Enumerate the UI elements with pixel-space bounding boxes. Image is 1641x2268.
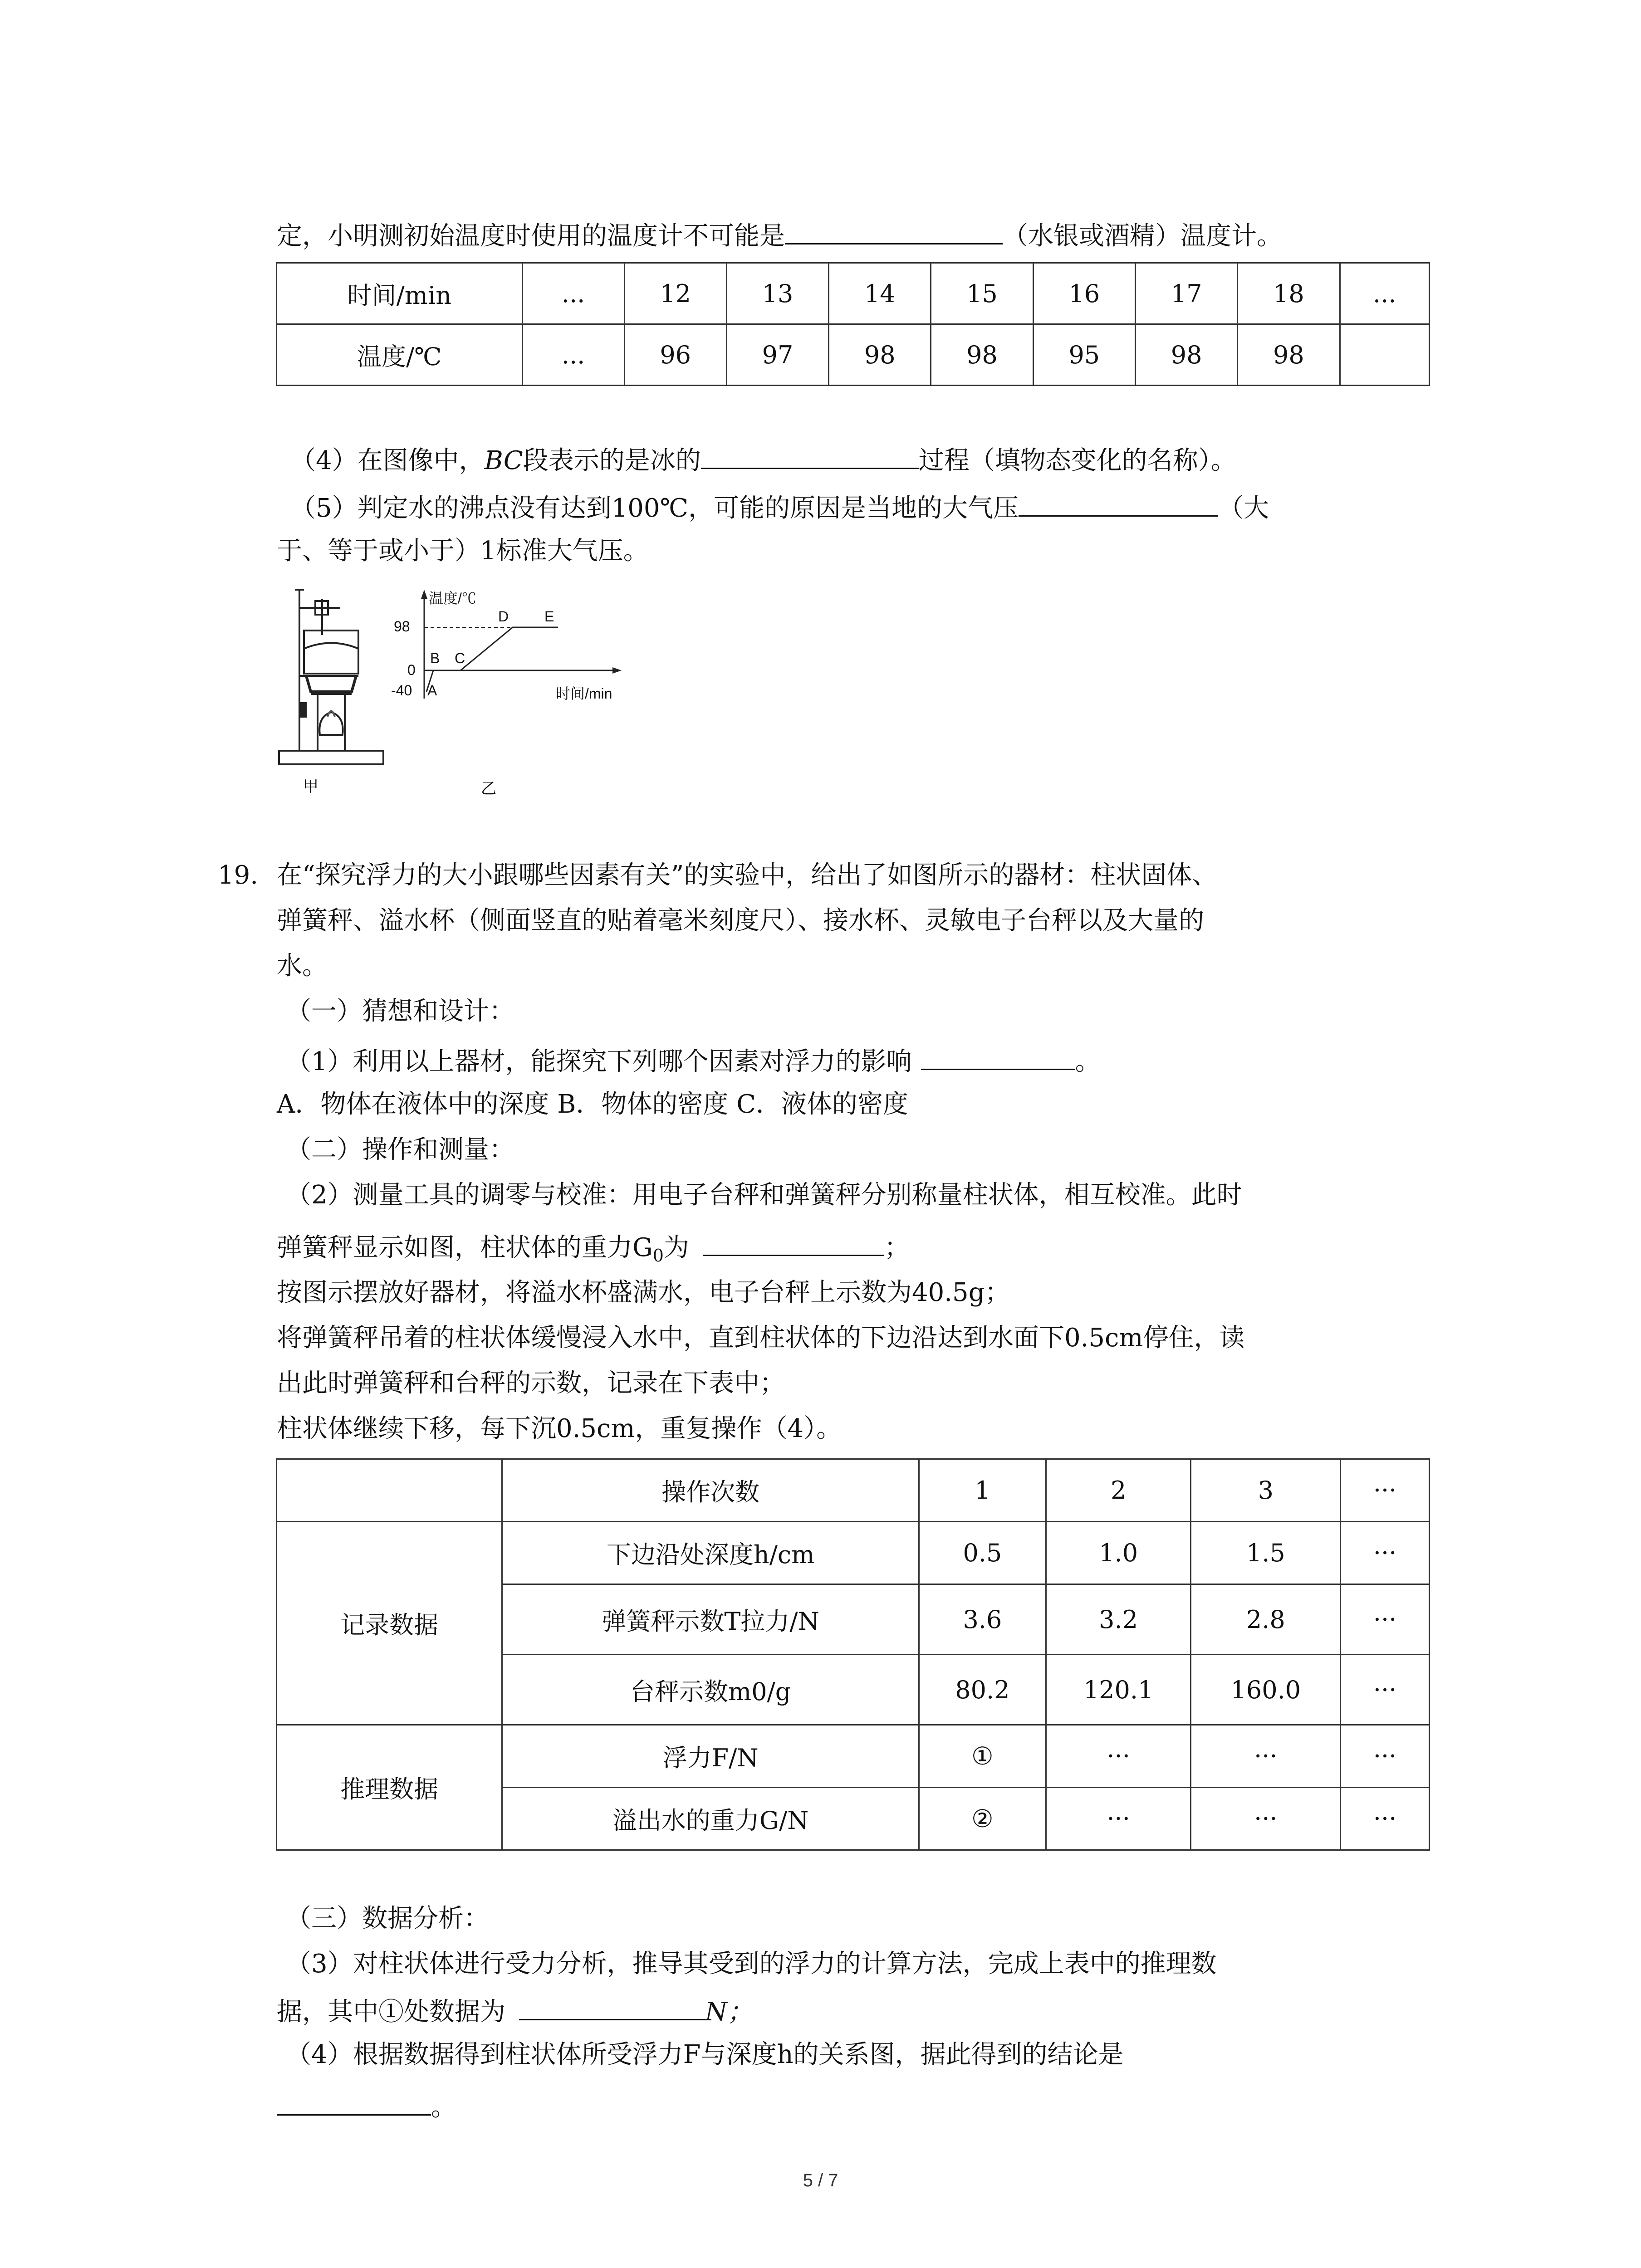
q5-text: （5）判定水的沸点没有达到100℃，可能的原因是当地的大气压: [290, 494, 1019, 523]
intro-text: 定，小明测初始温度时使用的温度计不可能是: [277, 221, 785, 251]
cell: 98: [829, 324, 931, 386]
question-5-line2: 于、等于或小于）1标准大气压。: [277, 536, 649, 566]
cell: 3.6: [919, 1584, 1046, 1655]
cell: 3.2: [1046, 1584, 1191, 1655]
tick-98: 98: [394, 618, 410, 635]
cell: ···: [1341, 1584, 1430, 1655]
cell: 0.5: [919, 1522, 1046, 1584]
q19-step5: 柱状体继续下移，每下沉0.5cm，重复操作（4）。: [277, 1414, 842, 1443]
cell: 15: [931, 263, 1033, 324]
answer-blank[interactable]: [703, 1229, 884, 1256]
q19-line2: 弹簧秤、溢水杯（侧面竖直的贴着毫米刻度尺）、接水杯、灵敏电子台秤以及大量的: [277, 906, 1204, 935]
section-3-heading: （三）数据分析：: [286, 1904, 489, 1933]
point-e: E: [544, 608, 554, 625]
cell: 14: [829, 263, 931, 324]
cell: 1.5: [1191, 1522, 1341, 1584]
analysis-unit: N；: [705, 1997, 753, 2027]
answer-blank[interactable]: [519, 1994, 705, 2020]
q19-part1-end: 。: [1075, 1047, 1101, 1076]
answer-blank[interactable]: [1019, 490, 1218, 517]
answer-blank[interactable]: [277, 2089, 431, 2116]
q19-options: A．物体在液体中的深度 B．物体的密度 C．液体的密度: [277, 1090, 909, 1119]
data-table: [276, 1458, 1430, 1851]
q19-step4-line2: 出此时弹簧秤和台秤的示数，记录在下表中；: [277, 1369, 785, 1398]
apparatus-drawing: [279, 590, 383, 764]
cell: 97: [726, 324, 828, 386]
q4-text-mid: 段表示的是冰的: [523, 446, 701, 475]
temperature-table: [276, 262, 1430, 386]
analysis-part4-line2: [277, 2089, 456, 2123]
question-4: [290, 442, 1236, 477]
intro-line: [277, 218, 1282, 252]
cell: 16: [1033, 263, 1135, 324]
page-number: 5 / 7: [803, 2170, 838, 2190]
cell: 98: [1238, 324, 1340, 386]
cell: 80.2: [919, 1655, 1046, 1725]
point-c: C: [455, 650, 465, 666]
analysis-text: 据，其中①处数据为: [277, 1997, 505, 2027]
table-header-row: [277, 1459, 1430, 1522]
cell: 1.0: [1046, 1522, 1191, 1584]
question-19-number: 19.: [218, 860, 259, 890]
x-axis-label: 时间/min: [556, 685, 612, 702]
answer-blank[interactable]: [921, 1043, 1075, 1070]
section-2-heading: （二）操作和测量：: [286, 1135, 514, 1164]
q19-part2-line2: [277, 1229, 910, 1271]
q19-part2-mid: 为: [663, 1233, 689, 1262]
cell: ①: [919, 1725, 1046, 1788]
group-label-record: 记录数据: [277, 1522, 502, 1725]
point-d: D: [498, 608, 509, 625]
analysis-part3-line2: [277, 1994, 753, 2028]
q19-part1-text: （1）利用以上器材，能探究下列哪个因素对浮力的影响: [286, 1047, 912, 1076]
row-label: 下边沿处深度h/cm: [502, 1522, 919, 1584]
q19-line3: 水。: [277, 951, 328, 981]
cell: ···: [1191, 1725, 1341, 1788]
analysis-end: 。: [431, 2092, 456, 2122]
subscript-0: 0: [652, 1246, 664, 1266]
header-cell: ···: [1341, 1459, 1430, 1522]
time-row: [277, 263, 1430, 324]
temperature-row: [277, 324, 1430, 386]
cell: 13: [726, 263, 828, 324]
cell: 时间/min: [277, 263, 523, 324]
analysis-part4-line1: （4）根据数据得到柱状体所受浮力F与深度h的关系图，据此得到的结论是: [286, 2040, 1124, 2069]
tick-minus-40: -40: [391, 682, 412, 699]
cell: 17: [1135, 263, 1237, 324]
question-5-line1: [290, 490, 1269, 524]
answer-blank[interactable]: [785, 218, 1003, 244]
q19-part2-line1: （2）测量工具的调零与校准：用电子台秤和弹簧秤分别称量柱状体，相互校准。此时: [286, 1180, 1242, 1210]
header-cell: 3: [1191, 1459, 1341, 1522]
cell: ...: [522, 263, 624, 324]
table-row: [277, 1522, 1430, 1584]
cell: 18: [1238, 263, 1340, 324]
y-axis-label: 温度/℃: [429, 590, 476, 606]
header-cell: 1: [919, 1459, 1046, 1522]
q19-part1: [286, 1043, 1101, 1078]
tick-0: 0: [407, 662, 416, 678]
header-cell: 2: [1046, 1459, 1191, 1522]
cell: ···: [1341, 1655, 1430, 1725]
q19-part2-text: 弹簧秤显示如图，柱状体的重力G: [277, 1233, 653, 1262]
cell: 98: [1135, 324, 1237, 386]
point-b: B: [430, 650, 440, 666]
point-a: A: [427, 682, 437, 699]
cell: 98: [931, 324, 1033, 386]
caption-yi: 乙: [481, 780, 496, 798]
cell: 95: [1033, 324, 1135, 386]
analysis-part3-line1: （3）对柱状体进行受力分析，推导其受到的浮力的计算方法，完成上表中的推理数: [286, 1949, 1217, 1979]
cell: ···: [1191, 1788, 1341, 1850]
q4-text: （4）在图像中，: [290, 446, 485, 475]
cell: ···: [1046, 1788, 1191, 1850]
cell: ②: [919, 1788, 1046, 1850]
header-cell: 操作次数: [502, 1459, 919, 1522]
q4-text-end: 过程（填物态变化的名称）。: [918, 446, 1236, 475]
group-label-infer: 推理数据: [277, 1725, 502, 1850]
cell: ...: [522, 324, 624, 386]
cell: 96: [624, 324, 726, 386]
cell: ···: [1341, 1522, 1430, 1584]
caption-jia: 甲: [303, 777, 318, 796]
q4-segment: BC: [484, 446, 523, 475]
q19-part2-end: ；: [884, 1233, 910, 1262]
intro-text-end: （水银或酒精）温度计。: [1003, 221, 1282, 251]
row-label: 台秤示数m0/g: [502, 1655, 919, 1725]
cell: [1340, 324, 1430, 386]
cell: 120.1: [1046, 1655, 1191, 1725]
q5-text-end: （大: [1218, 494, 1269, 523]
experiment-figure: [272, 581, 662, 807]
cell: 12: [624, 263, 726, 324]
row-label: 溢出水的重力G/N: [502, 1788, 919, 1850]
answer-blank[interactable]: [701, 442, 919, 469]
cell: ···: [1341, 1725, 1430, 1788]
row-label: 弹簧秤示数T拉力/N: [502, 1584, 919, 1655]
cell: ···: [1046, 1725, 1191, 1788]
q19-step4-line1: 将弹簧秤吊着的柱状体缓慢浸入水中，直到柱状体的下边沿达到水面下0.5cm停住，读: [277, 1323, 1245, 1353]
section-1-heading: （一）猜想和设计：: [286, 997, 514, 1026]
cell: ...: [1340, 263, 1430, 324]
table-row: [277, 1725, 1430, 1788]
cell: 160.0: [1191, 1655, 1341, 1725]
row-label: 浮力F/N: [502, 1725, 919, 1788]
q19-step3: 按图示摆放好器材，将溢水杯盛满水，电子台秤上示数为40.5g；: [277, 1278, 1010, 1307]
header-cell: [277, 1459, 502, 1522]
temperature-time-graph: [391, 590, 622, 702]
cell: 温度/℃: [277, 324, 523, 386]
cell: 2.8: [1191, 1584, 1341, 1655]
cell: ···: [1341, 1788, 1430, 1850]
q19-line1: 在“探究浮力的大小跟哪些因素有关”的实验中，给出了如图所示的器材：柱状固体、: [277, 860, 1218, 890]
